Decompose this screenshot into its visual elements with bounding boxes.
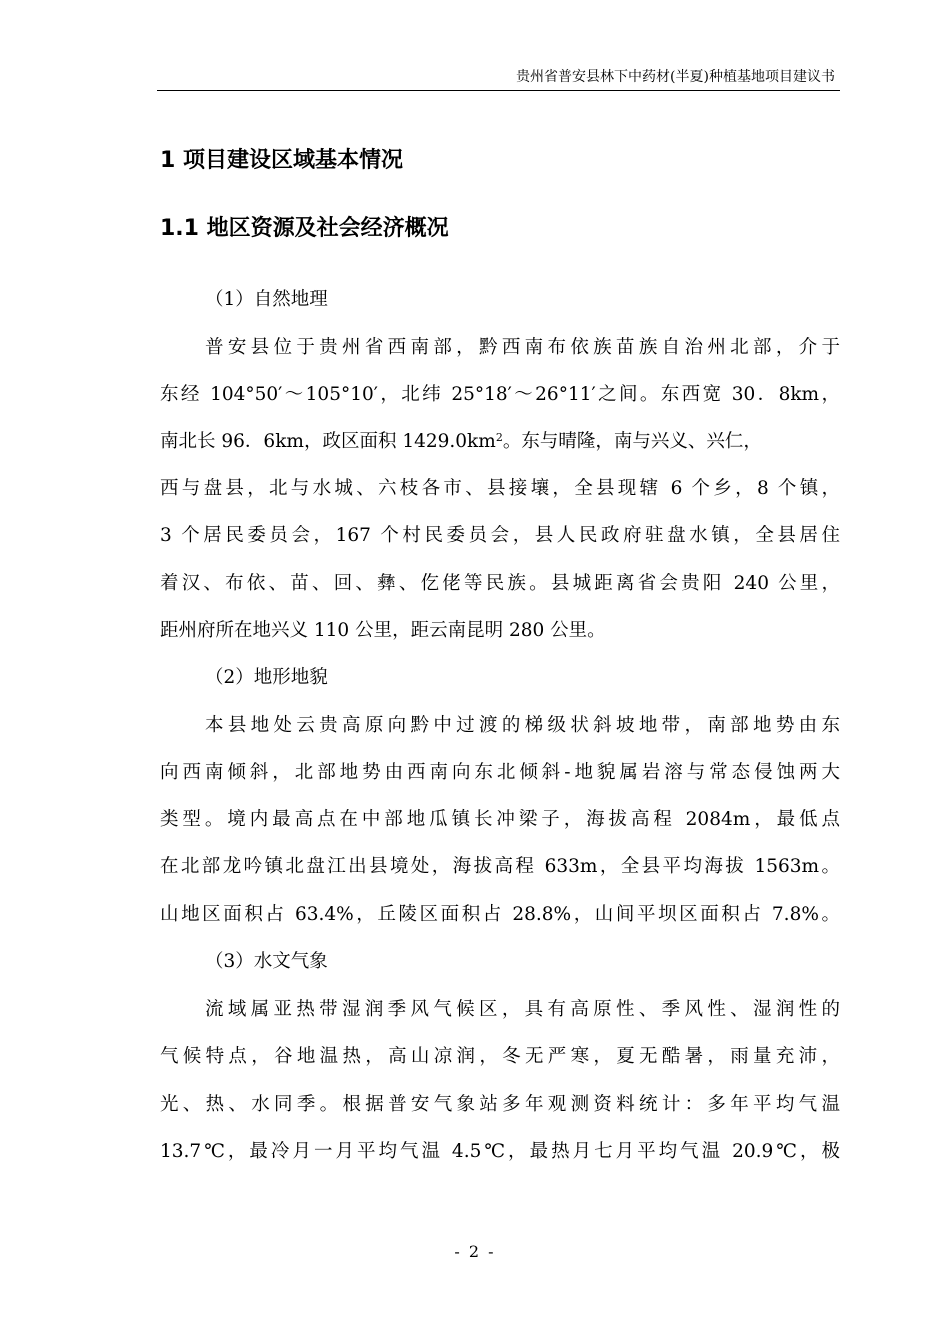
paragraph-line: 3 个居民委员会，167 个村民委员会，县人民政府驻盘水镇，全县居住	[160, 525, 840, 546]
paragraph-text: 。东与晴隆，南与兴义、兴仁，	[502, 431, 762, 452]
paragraph-line: 山地区面积占 63.4%，丘陵区面积占 28.8%，山间平坝区面积占 7.8%。	[160, 904, 840, 925]
paragraph-line: 西与盘县，北与水城、六枝各市、县接壤，全县现辖 6 个乡，8 个镇，	[160, 478, 840, 499]
chapter-heading: 1 项目建设区域基本情况	[160, 148, 403, 173]
paragraph-line: 类型。境内最高点在中部地瓜镇长冲梁子，海拔高程 2084m，最低点	[160, 809, 840, 830]
superscript: 2	[495, 431, 503, 444]
paragraph-line: 着汉、布依、苗、回、彝、仡佬等民族。县城距离省会贵阳 240 公里，	[160, 573, 840, 594]
page-number: - 2 -	[454, 1242, 496, 1261]
paragraph-line: 气候特点，谷地温热，高山凉润，冬无严寒，夏无酷暑，雨量充沛，	[160, 1046, 840, 1067]
subsection-title-terrain: （2）地形地貌	[205, 667, 328, 688]
paragraph-line	[160, 430, 840, 454]
paragraph-line: 光、热、水同季。根据普安气象站多年观测资料统计：多年平均气温	[160, 1094, 840, 1115]
paragraph-line: 流域属亚热带湿润季风气候区，具有高原性、季风性、湿润性的	[205, 999, 840, 1020]
paragraph-line: 在北部龙吟镇北盘江出县境处，海拔高程 633m，全县平均海拔 1563m。	[160, 856, 840, 877]
header-rule	[157, 90, 840, 91]
paragraph-line: 13.7℃，最冷月一月平均气温 4.5℃，最热月七月平均气温 20.9℃，极	[160, 1141, 840, 1162]
section-heading: 1.1 地区资源及社会经济概况	[160, 216, 449, 241]
paragraph-line: 距州府所在地兴义 110 公里，距云南昆明 280 公里。	[160, 620, 606, 641]
paragraph-line: 本县地处云贵高原向黔中过渡的梯级状斜坡地带，南部地势由东	[205, 715, 840, 736]
subsection-title-hydrology-climate: （3）水文气象	[205, 951, 328, 972]
running-header: 贵州省普安县林下中药材(半夏)种植基地项目建议书	[516, 69, 835, 85]
subsection-title-natural-geography: （1）自然地理	[205, 289, 328, 310]
paragraph-text: 南北长 96．6km，政区面积 1429.0km	[160, 431, 496, 452]
paragraph-line: 普安县位于贵州省西南部，黔西南布依族苗族自治州北部，介于	[205, 337, 840, 358]
paragraph-line: 东经 104°50′～105°10′，北纬 25°18′～26°11′之间。东西宽 30．8km，	[160, 384, 840, 405]
paragraph-line: 向西南倾斜，北部地势由西南向东北倾斜-地貌属岩溶与常态侵蚀两大	[160, 762, 840, 783]
